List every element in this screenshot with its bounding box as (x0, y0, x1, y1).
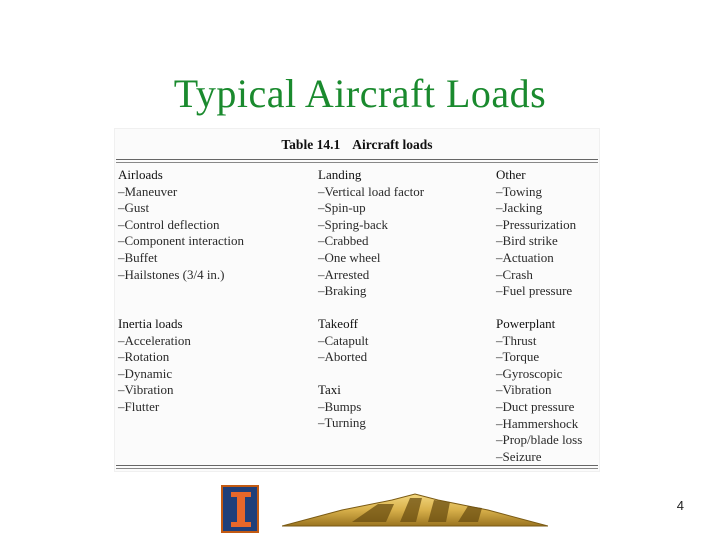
list-item: –Braking (318, 283, 367, 299)
list-item: –Control deflection (118, 216, 220, 232)
list-item: –One wheel (318, 249, 381, 265)
list-item: –Buffet (118, 249, 158, 265)
group-taxi (318, 382, 366, 432)
list-item: –Acceleration (118, 332, 191, 348)
table-caption (114, 137, 600, 153)
list-item: –Thrust (496, 332, 537, 348)
group-header: Other (496, 167, 526, 182)
table-bottom-rule-double (116, 468, 598, 469)
list-item: –Aborted (318, 349, 368, 365)
list-item: –Vertical load factor (318, 183, 425, 199)
list-item: –Gust (118, 200, 150, 216)
table-top-rule-double (116, 162, 598, 163)
list-item: –Arrested (318, 266, 370, 282)
group-header: Airloads (118, 167, 163, 182)
university-logo (221, 485, 259, 533)
group-takeoff (318, 316, 369, 366)
group-powerplant (496, 316, 582, 465)
list-item: –Catapult (318, 332, 369, 348)
aircraft-loads-table (114, 128, 600, 472)
list-item: –Maneuver (118, 183, 178, 199)
group-landing (318, 167, 424, 300)
course-banner-logo (282, 492, 548, 528)
list-item: –Crash (496, 266, 533, 282)
page-number: 4 (676, 498, 684, 513)
list-item: –Gyroscopic (496, 365, 563, 381)
list-item: –Pressurization (496, 216, 577, 232)
list-item: –Duct pressure (496, 398, 575, 414)
list-item: –Hailstones (3/4 in.) (118, 266, 225, 282)
group-header: Powerplant (496, 316, 556, 331)
list-item: –Prop/blade loss (496, 432, 583, 448)
list-item: –Vibration (118, 382, 174, 398)
logo-column-base (231, 522, 251, 527)
list-item: –Fuel pressure (496, 283, 573, 299)
list-item: –Component interaction (118, 233, 245, 249)
list-item: –Dynamic (118, 365, 173, 381)
list-item: –Turning (318, 415, 366, 431)
logo-column-icon (237, 493, 245, 525)
list-item: –Hammershock (496, 415, 579, 431)
table-top-rule (116, 159, 598, 160)
list-item: –Actuation (496, 249, 554, 265)
list-item: –Spin-up (318, 200, 366, 216)
group-inertia-loads (118, 316, 191, 416)
group-header: Taxi (318, 382, 341, 397)
group-header: Landing (318, 167, 362, 182)
group-header: Takeoff (318, 316, 358, 331)
list-item: –Crabbed (318, 233, 369, 249)
list-item: –Jacking (496, 200, 543, 216)
list-item: –Torque (496, 349, 540, 365)
list-item: –Vibration (496, 382, 552, 398)
group-airloads (118, 167, 244, 283)
list-item: –Rotation (118, 349, 170, 365)
table-bottom-rule (116, 465, 598, 466)
table-caption-number: Table 14.1 (281, 137, 341, 152)
list-item: –Bird strike (496, 233, 558, 249)
group-other (496, 167, 576, 300)
list-item: –Bumps (318, 398, 362, 414)
list-item: –Spring-back (318, 216, 389, 232)
list-item: –Flutter (118, 398, 160, 414)
table-caption-title: Aircraft loads (352, 137, 433, 152)
slide-title: Typical Aircraft Loads (173, 71, 547, 116)
list-item: –Seizure (496, 448, 542, 464)
list-item: –Towing (496, 183, 543, 199)
group-header: Inertia loads (118, 316, 183, 331)
